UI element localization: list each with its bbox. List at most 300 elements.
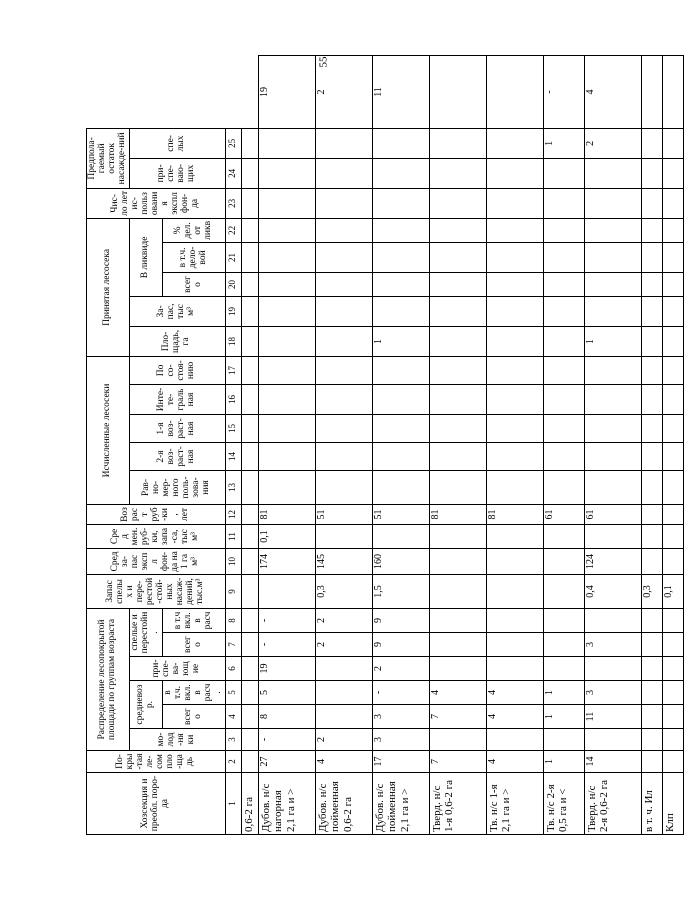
table-cell [429, 188, 486, 218]
table-cell: 7 [429, 751, 486, 773]
table-cell [258, 384, 315, 414]
table-cell [641, 296, 662, 326]
table-cell [429, 574, 486, 608]
table-cell [486, 326, 543, 356]
table-cell: 2 [315, 608, 372, 632]
table-cell: 14 [584, 751, 641, 773]
empty-cell [241, 608, 258, 632]
table-cell [429, 729, 486, 751]
table-cell [584, 729, 641, 751]
table-cell [258, 188, 315, 218]
row-label: Тверд. н/с 1-я 0,6-2 га [429, 773, 486, 835]
table-cell [486, 414, 543, 442]
table-cell: 1 [543, 751, 584, 773]
table-cell [372, 442, 429, 470]
table-cell [543, 524, 584, 548]
header-avg-growth: Сред мен. руб-ки, запа-са, тыс м³ [87, 524, 226, 548]
table-cell [641, 548, 662, 574]
table-cell [486, 574, 543, 608]
empty-cell [241, 470, 258, 504]
table-cell [315, 242, 372, 272]
table-cell [641, 128, 662, 158]
table-cell: 27 [258, 751, 315, 773]
column-number: 15 [225, 414, 241, 442]
empty-cell [241, 729, 258, 751]
table-cell [662, 384, 683, 414]
table-cell: 3 [372, 705, 429, 729]
table-cell: 61 [584, 504, 641, 524]
row-label: Дубов. н/с нагорная 2,1 га и > [258, 773, 315, 835]
table-cell: 7 [429, 705, 486, 729]
table-cell: 0,1 [258, 524, 315, 548]
empty-cell [241, 242, 258, 272]
section-subheader-row [241, 56, 258, 835]
table-cell: 174 [258, 548, 315, 574]
table-cell: - [258, 729, 315, 751]
empty-cell [241, 326, 258, 356]
table-cell [641, 633, 662, 657]
table-cell [662, 218, 683, 242]
table-row [315, 56, 372, 835]
header-avg-stock: Сред за-пас экспл фон-да на 1 га м³ [87, 548, 226, 574]
table-cell [372, 296, 429, 326]
table-cell [372, 158, 429, 188]
table-cell: 4 [486, 681, 543, 705]
table-cell: 2 [315, 729, 372, 751]
table-cell [315, 326, 372, 356]
table-cell [486, 524, 543, 548]
table-cell [486, 633, 543, 657]
table-row [584, 56, 641, 835]
table-cell [429, 242, 486, 272]
table-cell: 1,5 [372, 574, 429, 608]
table-cell: 0,1 [662, 574, 683, 608]
header-mature-incl: в т.ч вкл. в расч [162, 608, 225, 632]
column-number: 24 [225, 158, 241, 188]
table-cell [486, 296, 543, 326]
empty-cell [241, 296, 258, 326]
table-cell [372, 242, 429, 272]
table-cell [486, 470, 543, 504]
table-cell [662, 326, 683, 356]
table-cell [429, 414, 486, 442]
table-cell [258, 414, 315, 442]
table-cell [662, 442, 683, 470]
table-cell [641, 56, 662, 129]
table-cell [584, 272, 641, 296]
table-cell [641, 608, 662, 632]
table-cell [315, 356, 372, 384]
header-calc-cuts: Исчисленные лесосеки [87, 356, 130, 504]
column-number: 14 [225, 442, 241, 470]
table-cell: 17 [372, 751, 429, 773]
table-cell [543, 296, 584, 326]
table-cell [543, 326, 584, 356]
table-cell [543, 470, 584, 504]
table-cell [641, 729, 662, 751]
table-cell: 2 [315, 56, 372, 129]
table-cell [486, 548, 543, 574]
header-accepted-area: Пло-щадь, га [129, 326, 225, 356]
table-cell [641, 356, 662, 384]
table-cell [315, 158, 372, 188]
table-cell [662, 356, 683, 384]
table-cell [315, 128, 372, 158]
table-cell: 3 [584, 633, 641, 657]
column-number: 23 [225, 188, 241, 218]
table-cell [641, 524, 662, 548]
table-cell [641, 414, 662, 442]
table-cell [429, 158, 486, 188]
table-cell: 81 [258, 504, 315, 524]
header-liquid-total: всего [162, 272, 225, 296]
column-number: 16 [225, 384, 241, 414]
table-cell [258, 296, 315, 326]
table-cell [543, 633, 584, 657]
table-cell [258, 442, 315, 470]
table-cell [372, 384, 429, 414]
column-number: 19 [225, 296, 241, 326]
table-cell [662, 242, 683, 272]
table-cell [429, 56, 486, 129]
table-cell [662, 633, 683, 657]
table-cell [315, 188, 372, 218]
table-cell [486, 442, 543, 470]
table-cell: 1 [543, 705, 584, 729]
table-cell [315, 384, 372, 414]
header-liquid-pct: % дел. от ликв [162, 218, 225, 242]
table-cell: 81 [486, 504, 543, 524]
table-cell: 5 [258, 681, 315, 705]
table-cell [641, 242, 662, 272]
column-number: 21 [225, 242, 241, 272]
table-cell [641, 218, 662, 242]
table-cell [584, 608, 641, 632]
table-cell [584, 158, 641, 188]
table-cell [641, 442, 662, 470]
table-cell [258, 326, 315, 356]
table-cell [315, 442, 372, 470]
empty-cell [241, 657, 258, 681]
header-age1: 1-я воз-раст-ная [129, 414, 225, 442]
table-cell [372, 414, 429, 442]
table-cell: 19 [258, 657, 315, 681]
table-cell: 51 [372, 504, 429, 524]
table-cell [486, 128, 543, 158]
table-cell [372, 128, 429, 158]
table-cell [543, 158, 584, 188]
table-cell [486, 56, 543, 129]
table-cell [543, 272, 584, 296]
table-cell [429, 442, 486, 470]
empty-cell [241, 414, 258, 442]
column-number: 9 [225, 574, 241, 608]
table-cell [429, 657, 486, 681]
header-young: мо-лод-няки [129, 729, 225, 751]
table-cell [543, 729, 584, 751]
table-cell [429, 384, 486, 414]
row-label: Тв. н/с 2-я 0,5 га и < [543, 773, 584, 835]
header-mature: спелые и перестойн. [129, 608, 162, 656]
empty-cell [241, 218, 258, 242]
table-cell [429, 633, 486, 657]
table-cell [429, 296, 486, 326]
table-cell: 81 [429, 504, 486, 524]
table-row [372, 56, 429, 835]
table-cell [486, 356, 543, 384]
header-premature: при-спе-ва-ющие [129, 657, 225, 681]
empty-cell [241, 128, 258, 158]
table-cell: 11 [584, 705, 641, 729]
empty-cell [241, 548, 258, 574]
forest-table [86, 55, 684, 835]
table-cell: 3 [584, 681, 641, 705]
table-cell [584, 296, 641, 326]
table-cell: 4 [584, 56, 641, 129]
column-number: 17 [225, 356, 241, 384]
column-number: 22 [225, 218, 241, 242]
table-cell: 9 [372, 633, 429, 657]
table-cell: 160 [372, 548, 429, 574]
table-cell [662, 128, 683, 158]
table-cell [543, 242, 584, 272]
table-cell [543, 384, 584, 414]
table-cell: 9 [372, 608, 429, 632]
table-cell [486, 657, 543, 681]
table-cell [641, 188, 662, 218]
table-cell [662, 548, 683, 574]
empty-cell [241, 633, 258, 657]
column-number: 20 [225, 272, 241, 296]
header-distribution: Распределение лесопокрытой площади по группам возраста [87, 608, 130, 750]
table-cell [584, 657, 641, 681]
header-stock-mature: Запас спелых и пере-рестой-стой-ных насаж-дений, тыс.м³ [87, 574, 226, 608]
empty-cell [241, 524, 258, 548]
table-cell: - [543, 56, 584, 129]
table-cell [258, 574, 315, 608]
table-cell [662, 657, 683, 681]
table-cell [429, 218, 486, 242]
empty-cell [241, 188, 258, 218]
table-cell [258, 470, 315, 504]
table-cell [429, 128, 486, 158]
table-cell: 3 [372, 729, 429, 751]
table-cell [641, 272, 662, 296]
table-cell [372, 524, 429, 548]
table-cell [641, 470, 662, 504]
header-liquid: В ликвиде [129, 218, 162, 296]
table-cell: 4 [486, 751, 543, 773]
row-label: Тв. н/с 1-я 2,1 га и > [486, 773, 543, 835]
table-cell: 1 [543, 128, 584, 158]
table-cell [662, 705, 683, 729]
header-age2: 2-я воз-раст-ная [129, 442, 225, 470]
table-cell [543, 356, 584, 384]
table-cell [486, 188, 543, 218]
table-body [225, 56, 683, 835]
column-number: 2 [225, 751, 241, 773]
table-cell [662, 158, 683, 188]
column-number: 5 [225, 681, 241, 705]
table-cell [429, 272, 486, 296]
table-cell [315, 681, 372, 705]
table-cell: 2 [372, 657, 429, 681]
table-cell [429, 326, 486, 356]
table-cell: - [258, 608, 315, 632]
table-cell [584, 442, 641, 470]
table-cell: 0,3 [641, 574, 662, 608]
table-cell [662, 56, 683, 129]
table-cell: 19 [258, 56, 315, 129]
table-cell [372, 272, 429, 296]
rotated-table-area [86, 55, 676, 835]
table-cell [543, 657, 584, 681]
table-row [429, 56, 486, 835]
empty-cell [241, 384, 258, 414]
table-cell [584, 356, 641, 384]
header-proposed-mature: спе-лых [129, 128, 225, 158]
column-number: 11 [225, 524, 241, 548]
table-cell: 1 [372, 326, 429, 356]
empty-cell [241, 574, 258, 608]
empty-cell [241, 681, 258, 705]
table-cell: 1 [584, 326, 641, 356]
table-cell: 145 [315, 548, 372, 574]
table-cell [662, 188, 683, 218]
table-cell [584, 414, 641, 442]
table-cell: 61 [543, 504, 584, 524]
table-cell [486, 272, 543, 296]
column-number: 10 [225, 548, 241, 574]
empty-cell [241, 356, 258, 384]
table-cell [315, 414, 372, 442]
table-cell [543, 574, 584, 608]
empty-cell [241, 705, 258, 729]
table-cell [641, 657, 662, 681]
table-cell [372, 188, 429, 218]
header-proposed: Предпола-гаемый остаток насажде-ний [87, 128, 130, 188]
table-cell [315, 524, 372, 548]
table-cell [543, 608, 584, 632]
header-middle: средневозр. [129, 681, 162, 729]
column-number: 18 [225, 326, 241, 356]
header-by-condition: По со-стоя-нию [129, 356, 225, 384]
table-cell: 4 [315, 751, 372, 773]
row-label: Тверд. н/с 2-я 0,6-2 га [584, 773, 641, 835]
table-cell [662, 504, 683, 524]
empty-cell [241, 504, 258, 524]
table-cell [429, 524, 486, 548]
header-years-use: Чис-ло лет ис-пользования экспл фон-да [87, 188, 226, 218]
table-cell [429, 608, 486, 632]
table-cell [258, 272, 315, 296]
section-subheader: 0,6-2 га [241, 773, 258, 835]
column-number: 7 [225, 633, 241, 657]
table-cell [258, 242, 315, 272]
table-cell [372, 356, 429, 384]
table-cell [584, 188, 641, 218]
table-cell [641, 504, 662, 524]
column-number: 25 [225, 128, 241, 158]
table-cell [584, 470, 641, 504]
page-number: 55 [317, 56, 330, 68]
table-cell: 8 [258, 705, 315, 729]
table-cell [486, 158, 543, 188]
header-area: По-кры-тая ле-сом пло-щадь [87, 751, 226, 773]
header-proposed-ripe: при-спе-ваю-щих [129, 158, 225, 188]
table-cell: 4 [486, 705, 543, 729]
table-cell [641, 751, 662, 773]
column-number: 3 [225, 729, 241, 751]
table-cell [315, 272, 372, 296]
column-number: 13 [225, 470, 241, 504]
row-label: Дубов. н/с пойменная 2,1 га и > [372, 773, 429, 835]
table-cell [315, 705, 372, 729]
table-row [486, 56, 543, 835]
table-cell [486, 242, 543, 272]
header-middle-incl: в т.ч. вкл. в расч. [162, 681, 225, 705]
row-label: Клп [662, 773, 683, 835]
table-cell: 124 [584, 548, 641, 574]
table-cell [543, 218, 584, 242]
table-cell [429, 470, 486, 504]
column-number: 1 [225, 773, 241, 835]
table-cell [429, 548, 486, 574]
table-cell [543, 548, 584, 574]
column-number: 12 [225, 504, 241, 524]
header-uniform: Рав-но-мер-ного поль-зова-ния [129, 470, 225, 504]
header-integral: Инте-те-граль ная [129, 384, 225, 414]
table-cell [641, 326, 662, 356]
column-number: 6 [225, 657, 241, 681]
table-cell [662, 414, 683, 442]
header-middle-total: всего [162, 705, 225, 729]
header-liquid-business: в т.ч. дело-вой [162, 242, 225, 272]
table-cell [372, 470, 429, 504]
table-cell [372, 218, 429, 242]
table-cell [486, 729, 543, 751]
empty-cell [241, 158, 258, 188]
header-mature-total: всего [162, 633, 225, 657]
table-cell: 11 [372, 56, 429, 129]
table-cell [258, 128, 315, 158]
table-cell: 0,4 [584, 574, 641, 608]
table-cell [315, 296, 372, 326]
table-cell [662, 296, 683, 326]
header-accepted: Принятая лесосека [87, 218, 130, 356]
table-cell: 51 [315, 504, 372, 524]
table-cell [543, 414, 584, 442]
column-number: 4 [225, 705, 241, 729]
table-cell [662, 524, 683, 548]
table-cell: 1 [543, 681, 584, 705]
column-number-row [225, 56, 241, 835]
row-label: в т. ч. Ил [641, 773, 662, 835]
header-accepted-stock: За-пас, тыс м³ [129, 296, 225, 326]
table-cell [584, 218, 641, 242]
table-cell [543, 442, 584, 470]
table-cell [584, 384, 641, 414]
table-cell [486, 384, 543, 414]
table-cell: 4 [429, 681, 486, 705]
table-cell [258, 356, 315, 384]
table-cell: - [372, 681, 429, 705]
table-cell [641, 384, 662, 414]
table-cell: - [258, 633, 315, 657]
table-cell [662, 681, 683, 705]
table-cell [662, 608, 683, 632]
table-cell [584, 242, 641, 272]
